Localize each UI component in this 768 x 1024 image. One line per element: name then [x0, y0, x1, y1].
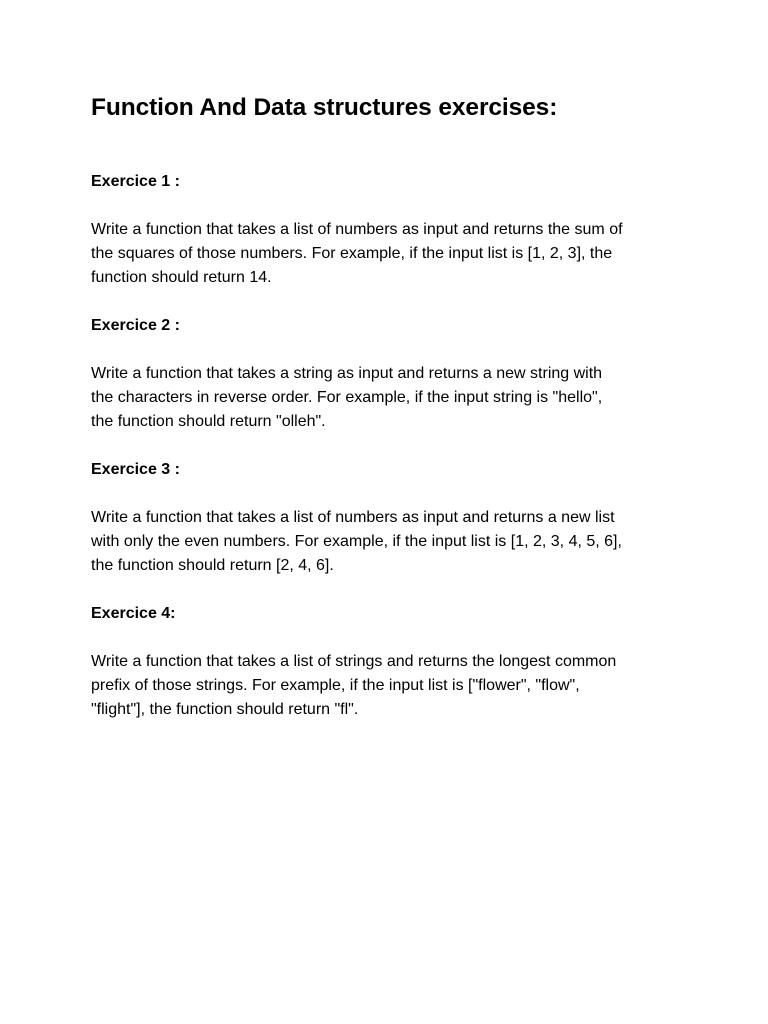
exercise-2: [91, 314, 678, 434]
exercise-heading: Exercice 1 :: [91, 173, 180, 190]
exercise-text-line: Write a function that takes a string as input and returns a new string with: [91, 365, 603, 382]
exercise-description: [91, 650, 678, 722]
exercise-text-line: "flight"], the function should return "fl".: [91, 701, 359, 718]
exercise-heading: Exercice 2 :: [91, 317, 180, 334]
exercise-text-line: Write a function that takes a list of numbers as input and returns the sum of: [91, 221, 623, 238]
exercise-text-line: the squares of those numbers. For example, if the input list is [1, 2, 3], the: [91, 245, 613, 262]
exercise-heading: Exercice 4:: [91, 605, 176, 622]
exercise-text-line: Write a function that takes a list of numbers as input and returns a new list: [91, 509, 615, 526]
exercise-4: [91, 602, 678, 722]
exercise-description: [91, 362, 678, 434]
exercise-text-line: with only the even numbers. For example, if the input list is [1, 2, 3, 4, 5, 6],: [91, 533, 622, 550]
exercise-heading: Exercice 3 :: [91, 461, 180, 478]
exercise-text-line: function should return 14.: [91, 269, 272, 286]
document-title: Function And Data structures exercises:: [91, 94, 558, 121]
exercise-text-line: prefix of those strings. For example, if the input list is ["flower", "flow",: [91, 677, 580, 694]
exercise-description: [91, 218, 678, 290]
exercise-text-line: the characters in reverse order. For example, if the input string is "hello",: [91, 389, 603, 406]
exercise-text-line: Write a function that takes a list of strings and returns the longest common: [91, 653, 617, 670]
exercise-description: [91, 506, 678, 578]
exercise-text-line: the function should return "olleh".: [91, 413, 326, 430]
exercise-text-line: the function should return [2, 4, 6].: [91, 557, 334, 574]
exercise-3: [91, 458, 678, 578]
exercise-1: [91, 170, 678, 290]
